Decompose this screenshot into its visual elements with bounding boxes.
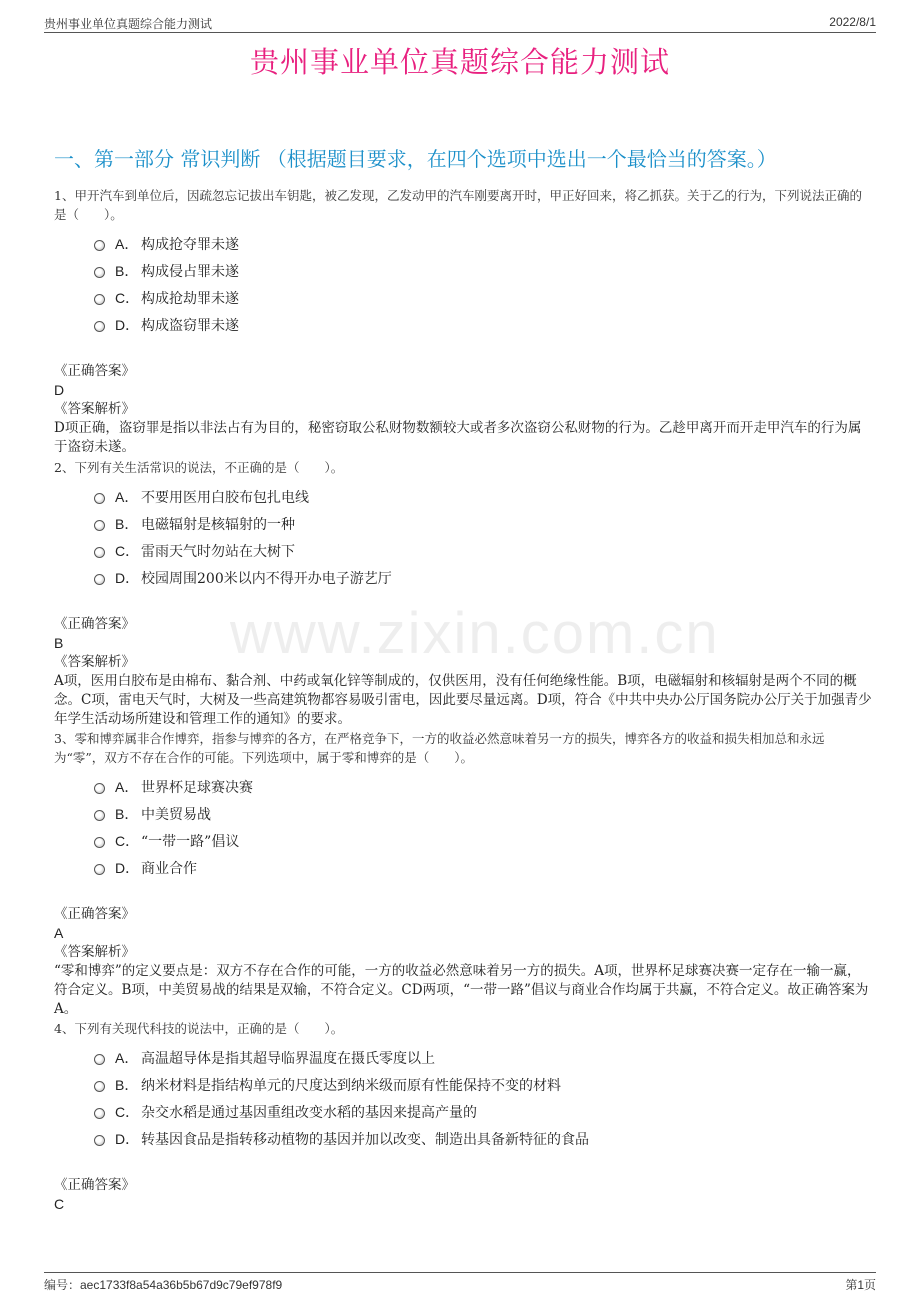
analysis-label: 《答案解析》 (54, 401, 135, 417)
answer-block (54, 905, 874, 1019)
option-letter: D． (115, 859, 140, 876)
radio-icon[interactable] (94, 1108, 105, 1119)
option-text: 不要用医用白胶布包扎电线 (141, 489, 309, 506)
option-a[interactable] (94, 1044, 874, 1071)
question-stem: 4、下列有关现代科技的说法中，正确的是（ ）。 (54, 1021, 344, 1036)
document-title: 贵州事业单位真题综合能力测试 (249, 45, 670, 79)
option-a[interactable] (94, 483, 874, 510)
option-text: 雷雨天气时勿站在大树下 (141, 543, 295, 560)
answer-value: C (54, 1196, 65, 1212)
option-text: 转基因食品是指转移动植物的基因并加以改变、制造出具备新特征的食品 (141, 1131, 589, 1148)
answer-label: 《正确答案》 (54, 906, 135, 922)
question-3 (54, 729, 874, 1019)
option-a[interactable] (94, 773, 874, 800)
analysis-text: D项正确，盗窃罪是指以非法占有为目的，秘密窃取公私财物数额较大或者多次盗窃公私财物的行为。乙趁甲离开而开走甲汽车的行为属于盗窃未遂。 (54, 420, 862, 455)
answer-value: D (54, 382, 65, 398)
footer-doc-id: 编号：aec1733f8a54a36b5b67d9c79ef978f9 (44, 1278, 283, 1292)
question-2 (54, 458, 874, 729)
option-b[interactable] (94, 510, 874, 537)
option-text: 构成抢劫罪未遂 (141, 290, 239, 307)
option-a[interactable] (94, 230, 874, 257)
analysis-label: 《答案解析》 (54, 944, 135, 960)
option-letter: A． (115, 1049, 139, 1066)
answer-block (54, 362, 874, 457)
radio-icon[interactable] (94, 493, 105, 504)
option-d[interactable] (94, 311, 874, 338)
option-text: “一带一路”倡议 (141, 833, 240, 850)
section-heading: 一、第一部分 常识判断 （根据题目要求，在四个选项中选出一个最恰当的答案。） (54, 147, 777, 171)
option-d[interactable] (94, 854, 874, 881)
option-text: 校园周围200米以内不得开办电子游艺厅 (141, 570, 392, 587)
option-text: 世界杯足球赛决赛 (141, 779, 253, 796)
option-list (94, 483, 874, 591)
option-letter: B． (115, 1076, 139, 1093)
radio-icon[interactable] (94, 240, 105, 251)
question-stem: 1、甲开汽车到单位后，因疏忽忘记拔出车钥匙，被乙发现，乙发动甲的汽车刚要离开时，甲正好回来，将乙抓获。关于乙的行为，下列说法正确的是（ ）。 (54, 188, 862, 222)
option-letter: A． (115, 235, 139, 252)
option-d[interactable] (94, 1125, 874, 1152)
option-text: 杂交水稻是通过基因重组改变水稻的基因来提高产量的 (141, 1104, 477, 1121)
option-letter: C． (115, 289, 140, 306)
option-text: 中美贸易战 (141, 806, 211, 823)
radio-icon[interactable] (94, 810, 105, 821)
radio-icon[interactable] (94, 267, 105, 278)
option-list (94, 773, 874, 881)
option-b[interactable] (94, 1071, 874, 1098)
option-letter: B． (115, 515, 139, 532)
option-letter: D． (115, 316, 140, 333)
question-stem: 2、下列有关生活常识的说法，不正确的是（ ）。 (54, 460, 344, 475)
radio-icon[interactable] (94, 864, 105, 875)
radio-icon[interactable] (94, 783, 105, 794)
option-text: 高温超导体是指其超导临界温度在摄氏零度以上 (141, 1050, 435, 1067)
option-b[interactable] (94, 800, 874, 827)
option-c[interactable] (94, 827, 874, 854)
option-text: 构成侵占罪未遂 (141, 263, 239, 280)
radio-icon[interactable] (94, 1054, 105, 1065)
radio-icon[interactable] (94, 520, 105, 531)
option-text: 商业合作 (141, 860, 197, 877)
option-letter: B． (115, 805, 139, 822)
option-b[interactable] (94, 257, 874, 284)
option-c[interactable] (94, 1098, 874, 1125)
answer-block (54, 615, 874, 729)
option-letter: D． (115, 1130, 140, 1147)
radio-icon[interactable] (94, 1081, 105, 1092)
analysis-label: 《答案解析》 (54, 654, 135, 670)
page-header (44, 12, 876, 33)
option-letter: B． (115, 262, 139, 279)
answer-block (54, 1176, 874, 1214)
analysis-text: “零和博弈”的定义要点是：双方不存在合作的可能，一方的收益必然意味着另一方的损失。A项，世界杯足球赛决赛一定存在一输一赢，符合定义。B项，中美贸易战的结果是双输，不符合定义。CD两项，“一带一路”倡议与商业合作均属于共赢，不符合定义。故正确答案为A。 (54, 963, 869, 1017)
header-doc-name: 贵州事业单位真题综合能力测试 (44, 17, 213, 31)
radio-icon[interactable] (94, 837, 105, 848)
option-list (94, 230, 874, 338)
option-letter: D． (115, 569, 140, 586)
option-letter: C． (115, 1103, 140, 1120)
option-text: 构成盗窃罪未遂 (141, 317, 239, 334)
option-letter: A． (115, 778, 139, 795)
watermark: www.zixin.com.cn (230, 601, 720, 666)
question-stem: 3、零和博弈属非合作博弈，指参与博弈的各方，在严格竞争下，一方的收益必然意味着另一方的损失，博弈各方的收益和损失相加总和永远为“零”，双方不存在合作的可能。下列选项中，属于零和博弈的是（ ）。 (54, 731, 825, 765)
option-d[interactable] (94, 564, 874, 591)
option-text: 电磁辐射是核辐射的一种 (141, 516, 295, 533)
option-text: 构成抢夺罪未遂 (141, 236, 239, 253)
option-letter: C． (115, 832, 140, 849)
radio-icon[interactable] (94, 574, 105, 585)
option-list (94, 1044, 874, 1152)
page-footer (44, 1272, 876, 1293)
answer-value: B (54, 635, 64, 651)
answer-label: 《正确答案》 (54, 616, 135, 632)
radio-icon[interactable] (94, 321, 105, 332)
question-1 (54, 186, 874, 457)
option-letter: C． (115, 542, 140, 559)
option-c[interactable] (94, 284, 874, 311)
answer-label: 《正确答案》 (54, 363, 135, 379)
option-text: 纳米材料是指结构单元的尺度达到纳米级而原有性能保持不变的材料 (141, 1077, 561, 1094)
answer-label: 《正确答案》 (54, 1177, 135, 1193)
analysis-text: A项，医用白胶布是由棉布、黏合剂、中药或氧化锌等制成的，仅供医用，没有任何绝缘性能。B项，电磁辐射和核辐射是两个不同的概念。C项，雷电天气时，大树及一些高建筑物都容易吸引雷电，因此要尽量远离。D项，符合《中共中央办公厅国务院办公厅关于加强青少年学生活动场所建设和管理工作的通知》的要求。 (54, 673, 872, 727)
question-4 (54, 1019, 874, 1214)
radio-icon[interactable] (94, 294, 105, 305)
footer-page-number: 第1页 (845, 1278, 876, 1292)
option-letter: A． (115, 488, 139, 505)
radio-icon[interactable] (94, 547, 105, 558)
header-date: 2022/8/1 (829, 15, 876, 29)
option-c[interactable] (94, 537, 874, 564)
radio-icon[interactable] (94, 1135, 105, 1146)
answer-value: A (54, 925, 64, 941)
